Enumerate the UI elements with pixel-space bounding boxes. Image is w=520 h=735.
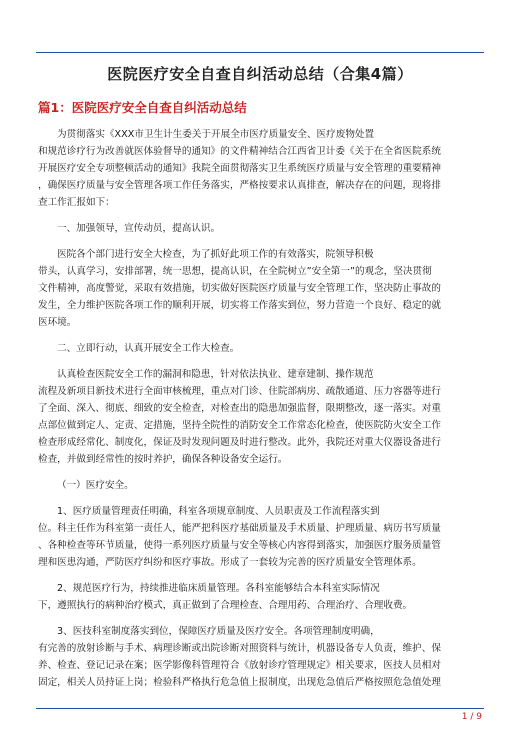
text-line: 下，遵照执行的病种治疗模式，真正做到了合理检查、合理用药、合理治疗、合理收费。 [38, 600, 413, 611]
footer-rule [36, 708, 484, 709]
text-line: 理和医患沟通，严防医疗纠纷和医疗事故。形成了一套较为完善的医疗质量安全管理体系。 [38, 557, 422, 568]
text-line: 流程及新项目新技术进行全面审核梳理，重点对门诊、住院部病房、疏散通道、压力容器等进行 [38, 386, 441, 397]
page-number: 1 / 9 [461, 712, 482, 722]
section-heading: 篇1：医院医疗安全自查自纠活动总结 [38, 100, 247, 115]
body-paragraph [38, 246, 484, 331]
text-line: 文件精神，高度警觉，采取有效措施，切实做好医院医疗质量与安全管理工作，坚决防止事故的 [38, 283, 441, 294]
section-subheading [38, 477, 484, 494]
text-line: 固定，相关人员持证上岗；检验科严格执行危急值上报制度，出现危急值后严格按照危急值处理 [38, 677, 441, 688]
body-paragraph [38, 623, 484, 691]
body-paragraph [38, 503, 484, 571]
text-line: 了全面、深入、彻底、细致的安全检查，对检查出的隐患加强监督，限期整改，逐一落实。对重 [38, 403, 441, 414]
text-line: 二、立即行动，认真开展安全工作大检查。 [57, 343, 240, 354]
body-paragraph [38, 126, 484, 211]
page-title: 医院医疗安全自查自纠活动总结（合集4篇） [107, 65, 413, 83]
text-line: 有完善的放射诊断与手术、病理诊断或出院诊断对照资料与统计，机器设备专人负责，维护、保 [38, 643, 441, 654]
text-line: 检查形成经常化、制度化，保证及时发现问题及时进行整改。此外，我院还对重大仪器设备进行 [38, 437, 441, 448]
text-line: 医环境。 [38, 317, 77, 328]
text-line: 检查，并做到经常性的按时养护，确保各种设备安全运行。 [38, 454, 288, 465]
text-line: 认真检查医院安全工作的漏洞和隐患，针对依法执业、建章建制、操作规范 [57, 369, 374, 380]
text-line: 带头，认真学习，安排部署，统一思想，提高认识，在全院树立”安全第一”的观念，坚决贯彻 [38, 266, 432, 277]
text-line: 点部位做到定人、定责、定措施，坚持全院性的消防安全工作常态化检查，使医院防火安全工作 [38, 420, 441, 431]
text-line: 1、医疗质量管理责任明确，科室各项规章制度、人员职责及工作流程落实到 [57, 506, 380, 517]
text-line: 医院各个部门进行安全大检查，为了抓好此项工作的有效落实，院领导积极 [57, 249, 374, 260]
section-subheading [38, 220, 484, 237]
text-line: 一、加强领导，宣传动员，提高认识。 [57, 223, 221, 234]
text-line: 发生，全力维护医院各项工作的顺利开展，切实将工作落实到位，努力营造一个良好、稳定的就 [38, 300, 441, 311]
document-body [38, 126, 484, 700]
text-line: 2、规范医疗行为，持续推进临床质量管理。各科室能够结合本科室实际情况 [57, 583, 380, 594]
text-line: 位。科主任作为科室第一责任人，能严把科医疗基础质量及手术质量、护理质量、病历书写质量 [38, 523, 441, 534]
header-rule [36, 52, 484, 53]
text-line: ，确保医疗质量与安全管理各项工作任务落实，严格按要求认真排查，解决存在的问题，现将排 [38, 180, 441, 191]
text-line: 3、医技科室制度落实到位，保障医疗质量及医疗安全。各项管理制度明确， [57, 626, 380, 637]
body-paragraph [38, 580, 484, 614]
text-line: 开展医疗安全专项整顿活动的通知》我院全面贯彻落实卫生系统医疗质量与安全管理的重要精神 [38, 163, 441, 174]
text-line: 和规范诊疗行为改善就医体验督导的通知》的文件精神结合江西省卫计委《关于在全省医院系统 [38, 146, 441, 157]
body-paragraph [38, 366, 484, 468]
text-line: （一）医疗安全。 [57, 480, 134, 491]
text-line: 查工作汇报如下： [38, 197, 115, 208]
text-line: 为贯彻落实《XXX市卫生计生委关于开展全市医疗质量安全、医疗废物处置 [57, 129, 375, 140]
text-line: 、各种检查等环节质量，使得一系列医疗质量与安全等核心内容得到落实，加强医疗服务质量管 [38, 540, 441, 551]
section-subheading [38, 340, 484, 357]
text-line: 养、检查、登记记录在案；医学影像科管理符合《放射诊疗管理规定》相关要求，医技人员相对 [38, 660, 441, 671]
